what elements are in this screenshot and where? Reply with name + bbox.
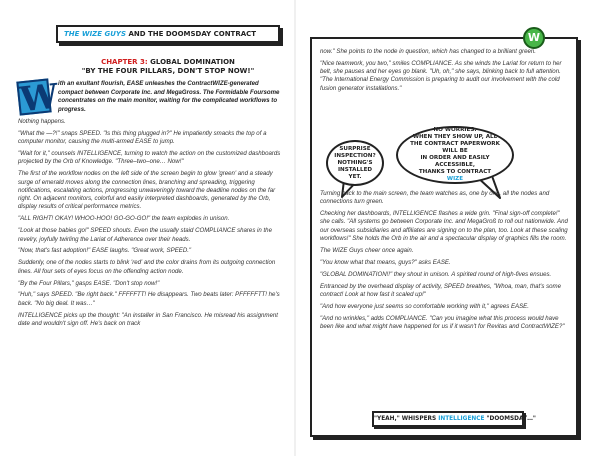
paragraph: "Huh," says SPEED. "Be right back." FFFFFTT! He disappears. Two beats later: PFFFFFTT! he's back. "No big deal. It was…" — [18, 291, 280, 307]
chapter-name: GLOBAL DOMINATION — [150, 58, 235, 66]
bubble-text: THANKS TO CONTRACT — [418, 169, 492, 175]
intro-paragraph: ith an exultant flourish, EASE unleashes the ContractWIZE-generated compact between Corporate Inc. and MegaGross. The Formidable Foursome concentrates on the main monitor, waiting for the complicated workflows to progress. — [58, 80, 280, 113]
caption-quote: "YEAH," WHISPERS — [374, 416, 437, 422]
bubble-line — [410, 169, 500, 183]
paragraph: Nothing happens. — [18, 118, 66, 125]
brand-wize: WIZE — [446, 176, 464, 182]
bubble-line: THE CONTRACT PAPERWORK WILL BE — [410, 141, 500, 154]
speech-bubble-compliance — [396, 126, 514, 184]
paragraph: Suddenly, one of the nodes starts to blink 'red' and the color drains from its outgoing connection lines. All four sets of eyes focus on the offending action node. — [18, 259, 276, 275]
paragraph: "ALL RIGHT! OKAY! WHOO-HOO! GO-GO-GO!" the team explodes in unison. — [18, 215, 230, 223]
bubble-line: SURPRISE — [339, 145, 371, 152]
paragraph: "Now, that's fast adoption!" EASE laughs. "Great work, SPEED." — [18, 247, 192, 255]
bubble-line: INSPECTION? — [334, 152, 376, 159]
left-page — [0, 0, 294, 456]
paragraph: "Nice teamwork, you two," smiles COMPLIANCE. As she winds the Lariat for return to her belt, she pauses and her eyes go blank. "Uh, oh," she says, blinking back to full attention. "The International Energy Commission is preparing to audit our involvement with the cold fusion generator installations." — [320, 59, 562, 92]
right-page — [296, 0, 590, 456]
chapter-subtitle: "BY THE FOUR PILLARS, DON'T STOP NOW!" — [81, 67, 255, 75]
wize-logo-icon: W — [523, 27, 545, 49]
paragraph: "What the —?!" snaps SPEED. "Is this thing plugged in?" He impatiently smacks the top of a computer monitor, causing the multi-armed EASE to jump. — [18, 129, 267, 146]
paragraph: now." She points to the node in question, which has changed to a brilliant green. — [320, 48, 536, 55]
paragraph: The first of the workflow nodes on the left side of the screen begin to glow 'green' and a steady surge of emerald moves along the connection lines, branching and spreading, triggering notifications, escalating actions, progressing unwaveringly toward the deadline nodes on the far right. On adjacent monitors, colorful and easily interpreted dashboards, generated by the Orb, display results of critical performance metrics. — [18, 170, 276, 211]
left-body-text — [18, 118, 284, 332]
series-title: THE WIZE GUYS — [64, 30, 127, 38]
paragraph: "And no wrinkles," adds COMPLIANCE. "Can you imagine what this process would have been like and what might have happened for us if it wasn't for Revitas and ContractWIZE?" — [320, 314, 565, 331]
chapter-number: CHAPTER 3: — [101, 58, 148, 66]
book-title: AND THE DOOMSDAY CONTRACT — [128, 30, 257, 38]
bubble-line: NO WORRIES. — [433, 127, 477, 133]
paragraph: The WIZE Guys cheer once again. — [320, 246, 414, 254]
paragraph: "Look at those babies go!" SPEED shouts. Even the usually staid COMPLIANCE shares in the revelry, joyfully twirling the Lariat of Adherence over their heads. — [18, 227, 272, 243]
right-bottom-text — [320, 190, 568, 335]
chapter-heading — [56, 58, 280, 76]
paragraph: Entranced by the overhead display of activity, SPEED breathes, "Whoa, man, that's some contract! Look at how fast it scaled up!" — [320, 282, 561, 298]
paragraph: Checking her dashboards, INTELLIGENCE flashes a wide grin. "Final sign-off complete!" she calls. "All systems go between Corporate Inc. and MegaGroß to roll out nationwide. And our overseas subsidiaries and affiliates are signing on to the plan, too. Look at these scaling workflows!" She holds the Orb in the air and a spectacular display of graphics fills the room. — [320, 210, 568, 243]
caption-name: INTELLIGENCE — [438, 416, 485, 422]
speech-bubble-speed — [326, 140, 384, 186]
bubble-line: WHEN THEY SHOW UP, ALL — [412, 134, 498, 140]
paragraph: "And how everyone just seems so comfortable working with it," agrees EASE. — [320, 302, 529, 310]
right-top-text — [320, 48, 568, 97]
bubble-line: INSTALLED YET. — [337, 166, 373, 180]
caption-end: "DOOMSDAY…" — [486, 416, 536, 422]
paragraph: "By the Four Pillars," gasps EASE. "Don't stop now!" — [18, 279, 160, 287]
dropcap-letter: W — [18, 76, 61, 121]
bubble-line: NOTHING'S — [337, 159, 373, 166]
paragraph: "Wait for it," counsels INTELLIGENCE, turning to watch the action on the customized dashboards projected by the Orb of Knowledge. "Three–two–one… Now!" — [18, 150, 281, 166]
closing-caption — [372, 411, 536, 427]
paragraph: Turning back to the main screen, the team watches as, one by one, all the nodes and connections turn green. — [320, 190, 550, 206]
header-banner — [56, 25, 280, 43]
paragraph: INTELLIGENCE picks up the thought: "An installer in San Francisco. He misread his assignment date and wouldn't sign off. He's back on track — [18, 311, 278, 327]
bubble-line: IN ORDER AND EASILY ACCESSIBLE, — [420, 155, 490, 168]
paragraph: "You know what that means, guys?" asks EASE. — [320, 258, 451, 266]
paragraph: "GLOBAL DOMINATION!!" they shout in unison. A spirited round of high-fives ensues. — [320, 270, 552, 278]
